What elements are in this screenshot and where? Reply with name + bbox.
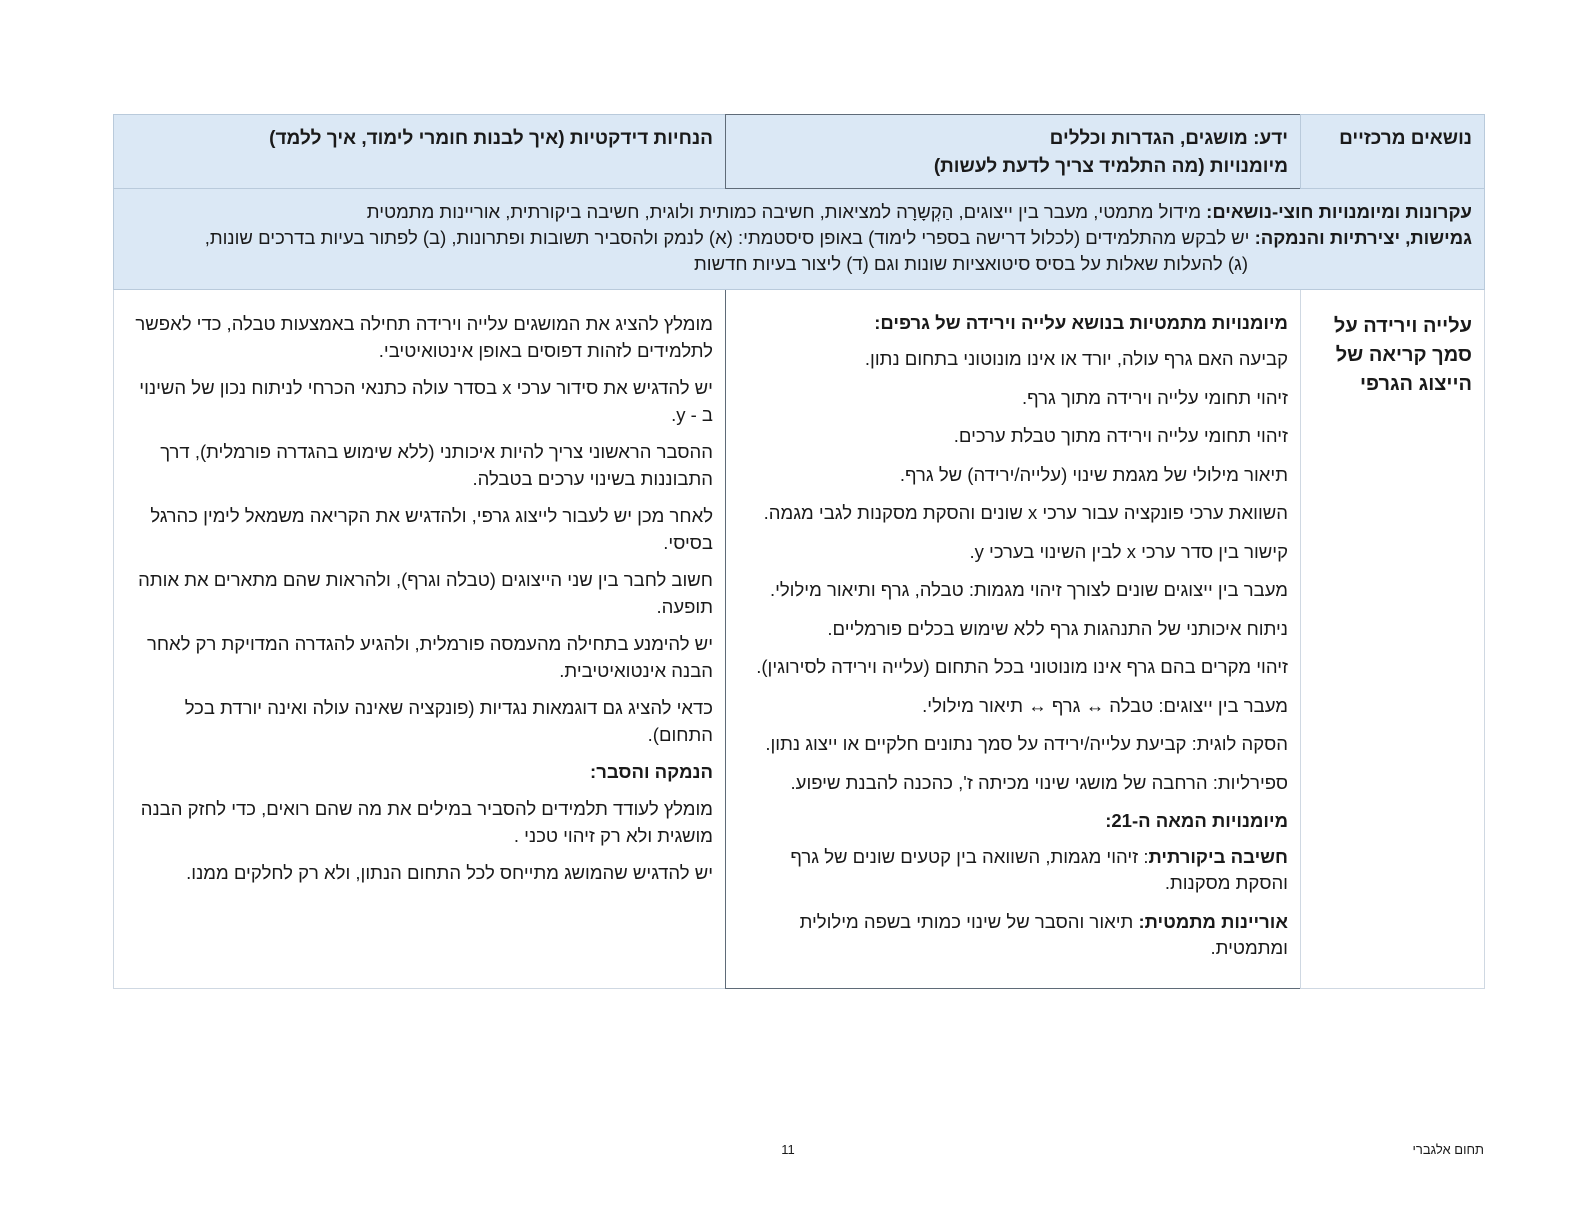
topic-title: עלייה וירידה על סמך קריאה של הייצוג הגרפי — [1333, 315, 1472, 395]
cross-topics-text — [114, 189, 1484, 277]
skill-item: זיהוי תחומי עלייה וירידה מתוך גרף. — [1022, 386, 1288, 408]
skill-item: תיאור מילולי של מגמת שינוי (עלייה/ירידה) של גרף. — [899, 463, 1288, 485]
reasoning-item: מומלץ לעודד תלמידים להסביר במילים את מה שהם רואים, כדי לחזק הבנה מושגית ולא רק זיהוי טכני . — [140, 798, 713, 846]
didactic-item: חשוב לחבר בין שני הייצוגים (טבלה וגרף), ולהראות שהם מתארים את אותה תופעה. — [138, 569, 713, 617]
skill-item: זיהוי מקרים בהם גרף אינו מונוטוני בכל התחום (עלייה וירידה לסירוגין). — [756, 656, 1288, 677]
skills-header-cell — [726, 115, 1301, 189]
reasoning-item: יש להדגיש שהמושג מתייחס לכל התחום הנתון, ולא רק לחלקים ממנו. — [186, 862, 713, 883]
math-literacy-label: אוריינות מתמטית: — [1138, 910, 1288, 932]
cross-topics-label: עקרונות ומיומנויות חוצי-נושאים: — [1206, 201, 1472, 222]
section-name: תחום אלגברי — [1412, 1142, 1484, 1157]
flexibility-value: יש לבקש מהתלמידים (לכלול דרישה בספרי לימוד) באופן סיסטמתי: (א) לנמק ולהסביר תשובות ופתרונות, (ב) לפתור בעיות בדרכים שונות, — [204, 227, 1255, 248]
skill-item: מעבר בין ייצוגים שונים לצורך זיהוי מגמות: טבלה, גרף ותיאור מילולי. — [769, 579, 1288, 600]
topics-header-cell — [1301, 115, 1485, 189]
skills-heading: מיומנויות מתמטיות בנושא עלייה וירידה של גרפים: — [874, 312, 1288, 333]
critical-thinking-item — [738, 844, 1288, 896]
curriculum-table — [113, 114, 1485, 989]
reasoning-heading: הנמקה והסבר: — [590, 761, 713, 782]
critical-thinking-text: : זיהוי מגמות, השוואה בין קטעים שונים של גרף והסקת מסקנות. — [790, 846, 1288, 893]
critical-thinking-label: חשיבה ביקורתית — [1148, 846, 1288, 867]
topic-row — [114, 290, 1485, 989]
didactic-item: מומלץ להציג את המושגים עלייה וירידה תחילה באמצעות טבלה, כדי לאפשר לתלמידים לזהות דפוסים באופן אינטואיטיבי. — [135, 313, 713, 361]
skill-item: קישור בין סדר ערכי x לבין השינוי בערכי y. — [969, 540, 1288, 562]
didactic-header: הנחיות דידקטיות (איך לבנות חומרי לימוד, איך ללמד) — [269, 128, 713, 149]
skill-item: זיהוי תחומי עלייה וירידה מתוך טבלת ערכים. — [953, 425, 1288, 446]
c21-skills-heading: מיומנויות המאה ה-21: — [1105, 810, 1288, 831]
header-row — [114, 115, 1485, 189]
skill-item: השוואת ערכי פונקציה עבור ערכי x שונים והסקת מסקנות לגבי מגמה. — [763, 502, 1288, 523]
skill-item: הסקה לוגית: קביעת עלייה/ירידה על סמך נתונים חלקיים או ייצוג נתון. — [765, 733, 1288, 754]
math-literacy-text: תיאור והסבר של שינוי כמותי בשפה מילולית ומתמטית. — [799, 910, 1288, 958]
skills-header-line2: מיומנויות (מה התלמיד צריך לדעת לעשות) — [933, 156, 1288, 177]
math-literacy-item — [738, 909, 1288, 961]
didactic-item: כדאי להציג גם דוגמאות נגדיות (פונקציה שאינה עולה ואינה יורדת בכל התחום). — [184, 697, 713, 745]
page-number: 11 — [781, 1142, 795, 1157]
topic-cell — [1301, 290, 1485, 989]
skills-list — [726, 290, 1300, 961]
cross-topics-line1 — [126, 199, 1472, 225]
topics-header: נושאים מרכזיים — [1339, 128, 1472, 149]
cross-topics-row — [114, 189, 1485, 290]
didactic-item: ההסבר הראשוני צריך להיות איכותני (ללא שימוש בהגדרה פורמלית), דרך התבוננות בשינוי ערכים בטבלה. — [160, 441, 713, 489]
didactic-item: יש להדגיש את סידור ערכי x בסדר עולה כתנאי הכרחי לניתוח נכון של השינוי ב - y. — [139, 377, 713, 425]
cross-topics-cell — [114, 189, 1485, 290]
skills-header — [726, 115, 1300, 181]
skill-item: ספירליות: הרחבה של מושגי שינוי מכיתה ז', כהכנה להבנת שיפוע. — [790, 771, 1288, 793]
skill-item: מעבר בין ייצוגים: טבלה ↔ גרף ↔ תיאור מילולי. — [922, 694, 1288, 716]
cross-topics-value: מידול מתמטי, מעבר בין ייצוגים, הַקְשָרָה למציאות, חשיבה כמותית ולוגית, חשיבה ביקורתית, אוריינות מתמטית — [366, 201, 1207, 222]
skills-header-line1: ידע: מושגים, הגדרות וכללים — [1049, 128, 1288, 149]
didactic-item: יש להימנע בתחילה מהעמסה פורמלית, ולהגיע להגדרה המדויקת רק לאחר הבנה אינטואיטיבית. — [146, 633, 713, 681]
didactic-header-cell — [114, 115, 726, 189]
didactic-list — [114, 290, 725, 886]
cross-topics-line2 — [126, 225, 1472, 251]
didactic-item: לאחר מכן יש לעבור לייצוג גרפי, ולהדגיש את הקריאה משמאל לימין כהרגל בסיסי. — [150, 505, 713, 553]
flexibility-label: גמישות, יצירתיות והנמקה: — [1254, 227, 1472, 248]
cross-topics-line3: (ג) להעלות שאלות על בסיס סיטואציות שונות וגם (ד) ליצור בעיות חדשות — [694, 253, 1248, 274]
skill-item: קביעה האם גרף עולה, יורד או אינו מונוטוני בתחום נתון. — [864, 348, 1288, 369]
didactic-cell — [114, 290, 726, 989]
skill-item: ניתוח איכותני של התנהגות גרף ללא שימוש בכלים פורמליים. — [827, 617, 1288, 639]
skills-cell — [726, 290, 1301, 989]
